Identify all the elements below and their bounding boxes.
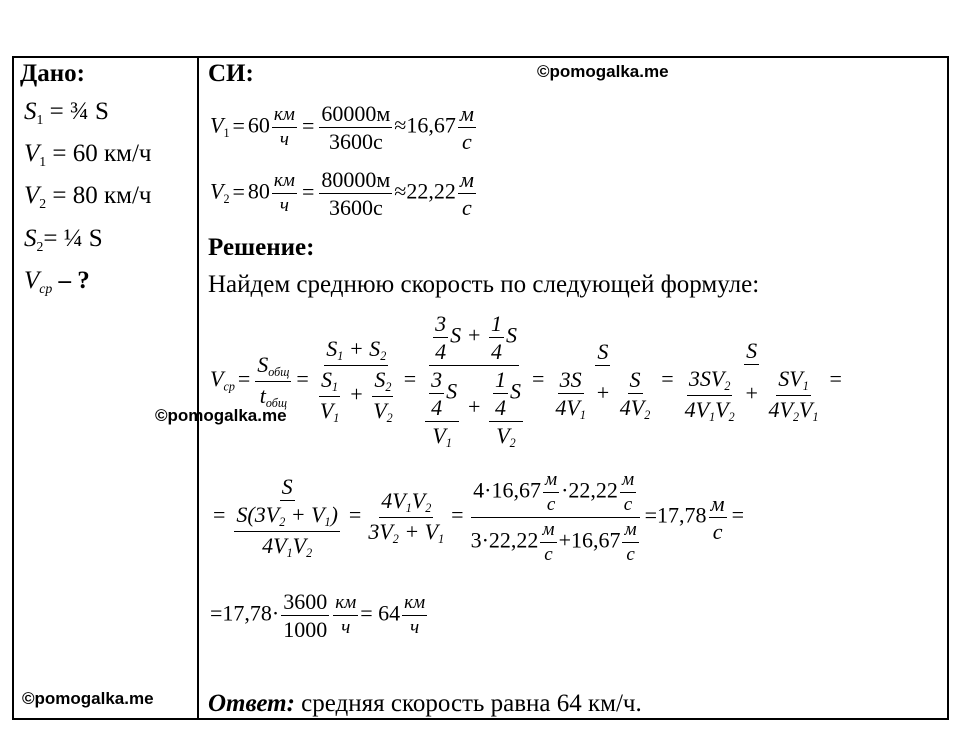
answer-text: средняя скорость равна 64 км/ч. bbox=[294, 690, 642, 717]
given-item-s1: $S_1$ = ¾ S bbox=[24, 98, 109, 127]
given-item-vcp: $V_{ср}$ – ? bbox=[24, 267, 90, 296]
watermark-middle: ©pomogalka.me bbox=[155, 406, 287, 425]
formula-conversion: =17,78· $\frac{3600}{1000}$ $\frac{км}{ч}$ = 64 $\frac{км}{ч}$ bbox=[210, 589, 426, 643]
given-title: Дано: bbox=[20, 60, 85, 87]
given-item-v2: $V_2 = 80$ км/ч bbox=[24, 182, 152, 211]
formula-derivation: $V_{ср}$ = $\frac{S_{общ}}{t_{общ}}$ = $S_1 + S_2$ $\frac{S_1}{V_1}$ + $\frac{S_2}{V_2}$ = $\frac{3}{4}$ S + $\frac{1}{4}$ S $\frac{3}{4}$ S $V_1$ + $\frac{1}{4}$ S $V_2$ = S $\frac{3S}{4V_1}$ + $\frac{S}{4V_2}$ = S $\frac{3SV_2}{4V_1V_2}$ + $\frac{SV_1}{4V_2V_1}$ = bbox=[210, 311, 842, 451]
given-item-s2: $S_2=$ ¼ S bbox=[24, 225, 103, 254]
watermark-top: ©pomogalka.me bbox=[537, 62, 669, 81]
answer-label: Ответ: bbox=[208, 690, 295, 717]
si-title: СИ: bbox=[208, 60, 254, 87]
solution-title: Решение: bbox=[208, 234, 315, 261]
watermark-bottom: ©pomogalka.me bbox=[22, 689, 154, 708]
column-divider bbox=[197, 56, 199, 720]
si-v1-formula: $V_1 = 60$ $\frac{км}{ч}$ = $\frac{60000м}{3600с}$ ≈16,67 $\frac{м}{с}$ bbox=[210, 101, 474, 155]
formula-numeric: = $\frac{S}{\frac{S(3V_2 + V_1)}{4V_1V_2}}$ = $\frac{4V_1V_2}{3V_2 + V_1}$ = 4·16,67 $\frac{м}{с}$ ·22,22 $\frac{м}{с}$ 3·22,22 $\frac{м}{с}$ +16,67 $\frac{м}{с}$ =17,78 $\frac{м}{с}$ = bbox=[213, 469, 745, 565]
answer-line bbox=[208, 690, 642, 718]
solution-intro: Найдем среднюю скорость по следующей формуле: bbox=[208, 271, 760, 298]
given-item-v1: $V_1 = 60$ км/ч bbox=[24, 140, 152, 169]
si-v2-formula: $V_2 = 80$ $\frac{км}{ч}$ = $\frac{80000м}{3600с}$ ≈22,22 $\frac{м}{с}$ bbox=[210, 167, 474, 221]
